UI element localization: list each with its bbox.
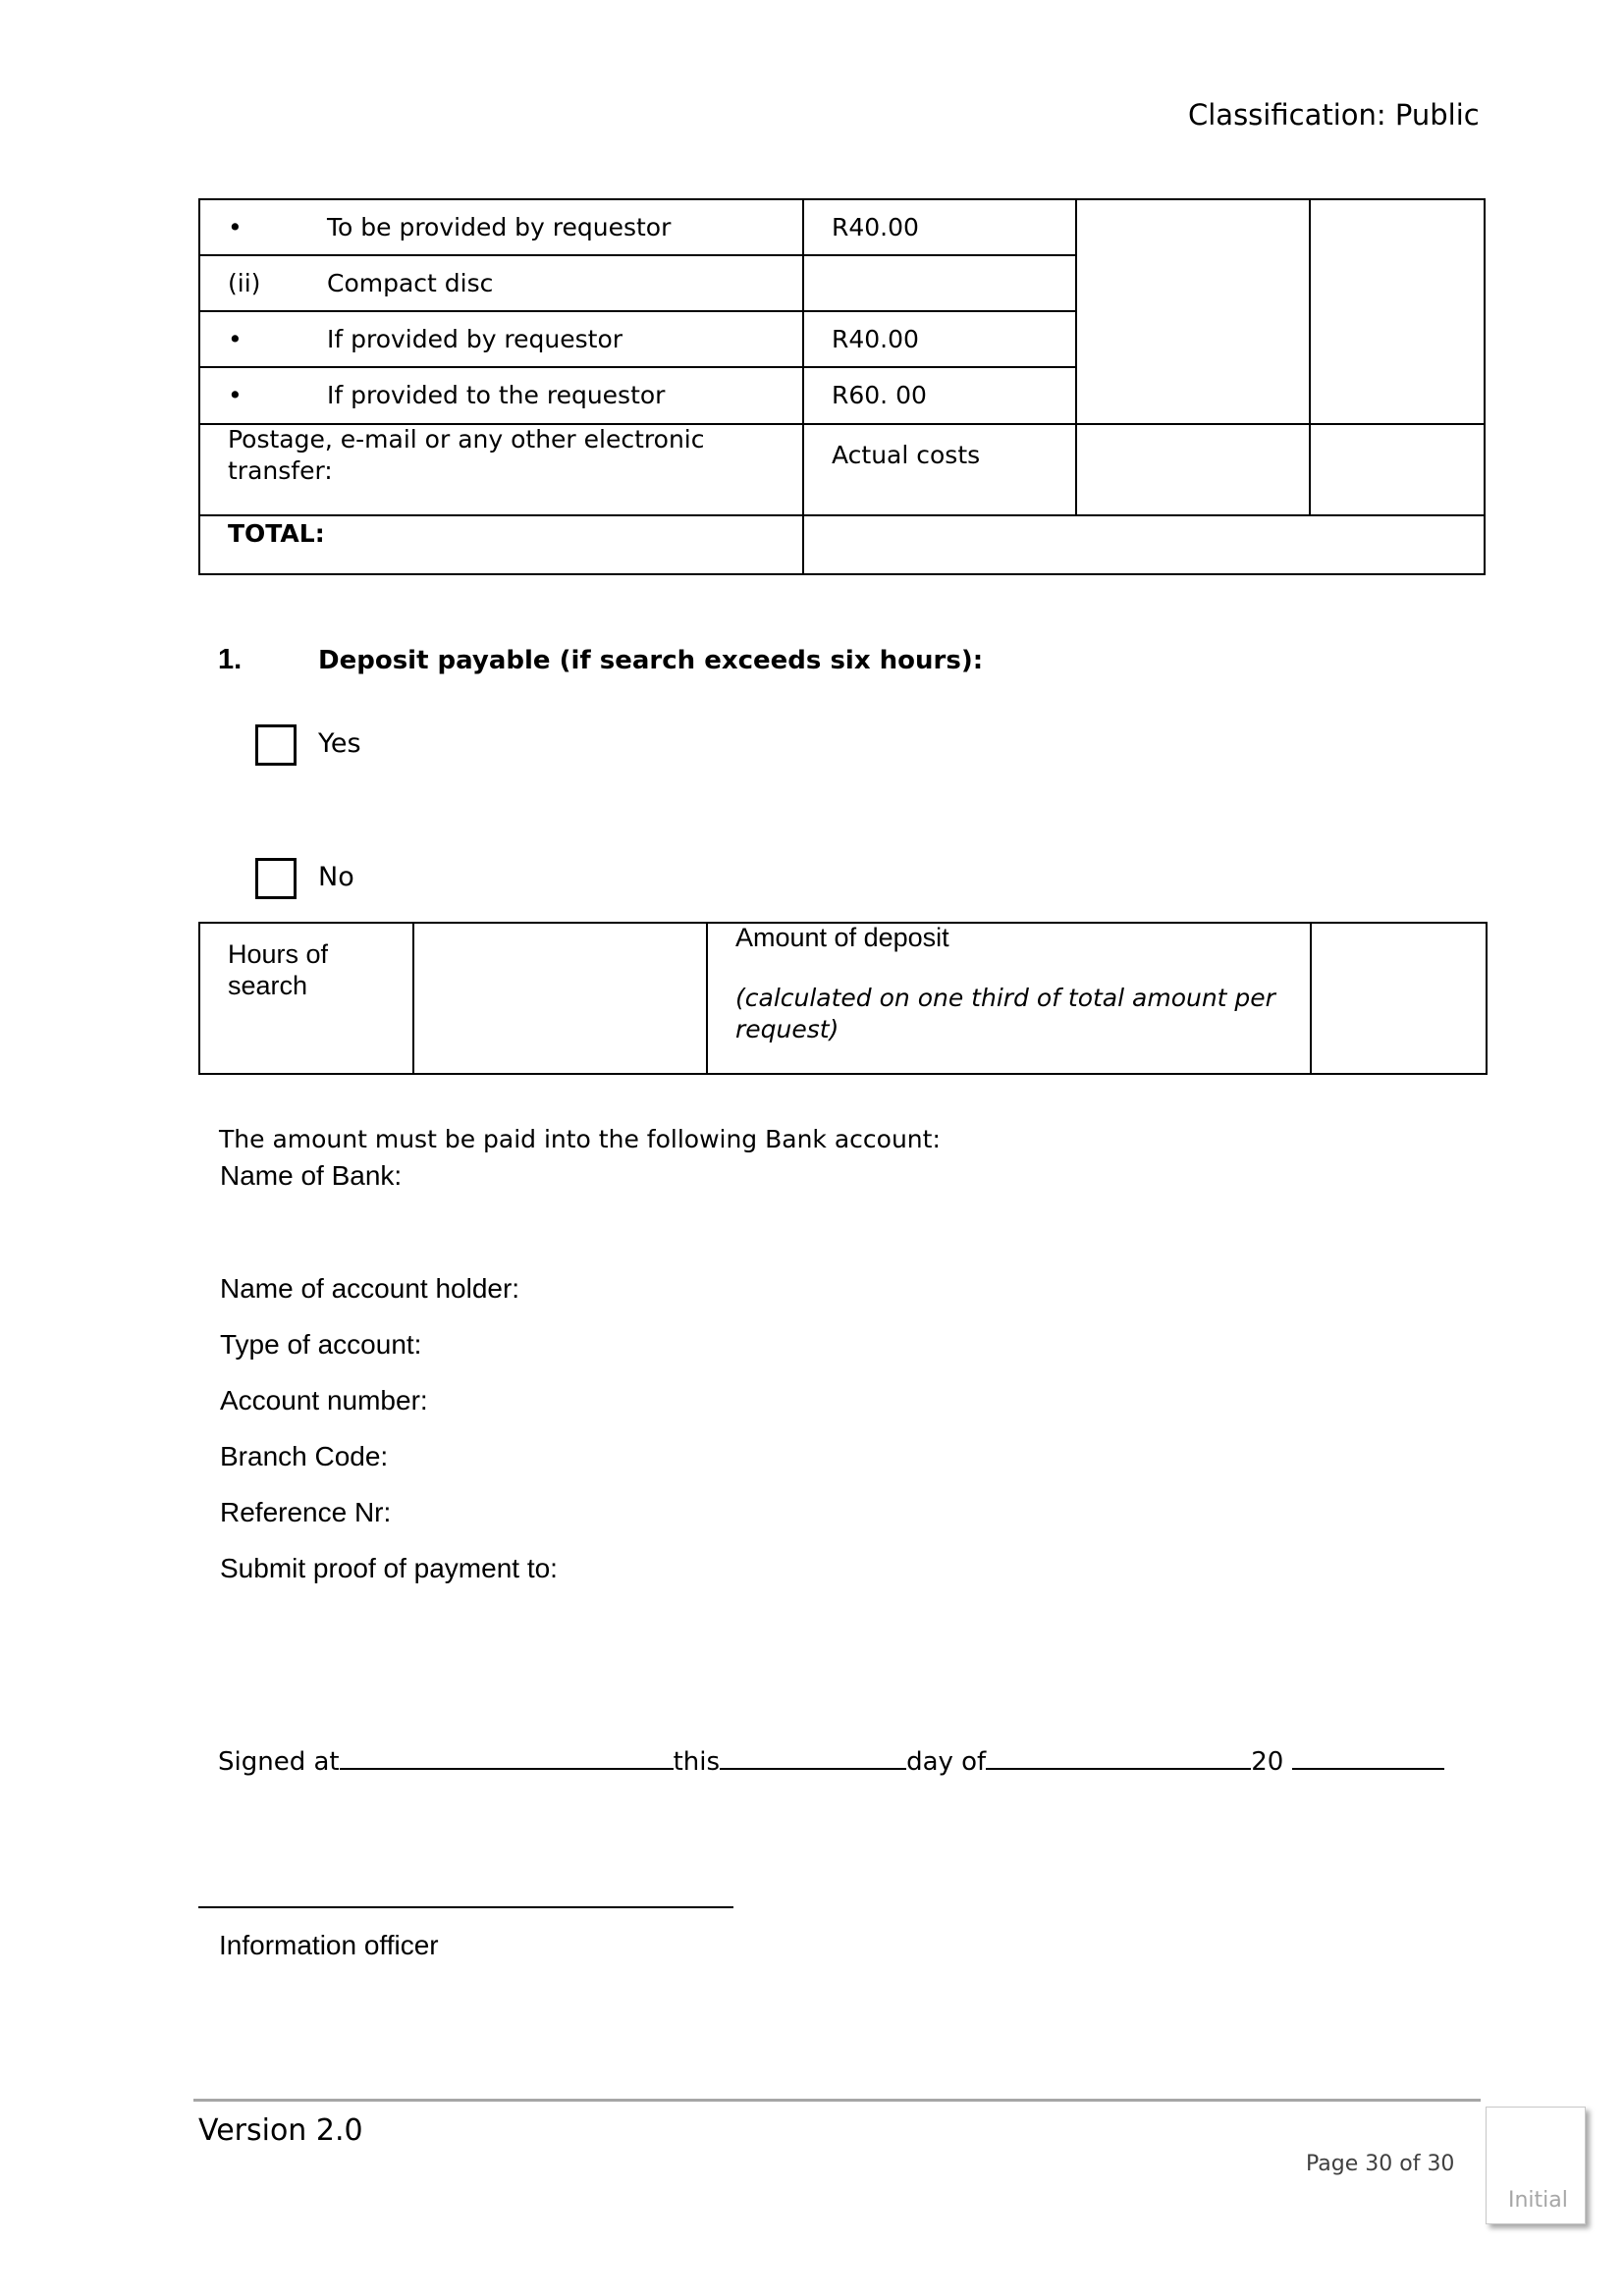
month-field[interactable] bbox=[986, 1744, 1251, 1770]
signed-at-field[interactable] bbox=[340, 1744, 674, 1770]
total-label: TOTAL: bbox=[228, 519, 325, 548]
account-number-label: Account number: bbox=[220, 1385, 428, 1415]
fee-row-marker: (ii) bbox=[228, 269, 261, 297]
yes-checkbox[interactable] bbox=[255, 724, 297, 766]
information-officer-label: Information officer bbox=[219, 1930, 439, 1960]
this-label: this bbox=[673, 1747, 721, 1777]
fee-row-label: If provided to the requestor bbox=[327, 381, 666, 409]
initial-box[interactable] bbox=[1486, 2107, 1586, 2224]
fee-row-label: To be provided by requestor bbox=[327, 213, 672, 241]
signed-at-label: Signed at bbox=[218, 1747, 340, 1777]
amount-of-deposit-label: Amount of deposit bbox=[735, 923, 949, 952]
section-number: 1. bbox=[218, 644, 243, 675]
no-label: No bbox=[318, 862, 354, 892]
fee-row-amount: R40.00 bbox=[832, 213, 919, 241]
proof-of-payment-label: Submit proof of payment to: bbox=[220, 1553, 558, 1583]
fee-row-amount: R40.00 bbox=[832, 325, 919, 353]
hours-of-search-label: Hours of search bbox=[228, 939, 329, 1000]
deposit-table bbox=[198, 922, 1488, 1075]
year-prefix-label: 20 bbox=[1251, 1747, 1284, 1777]
fee-row-amount: R60. 00 bbox=[832, 381, 927, 409]
bank-intro: The amount must be paid into the following Bank account: bbox=[219, 1125, 941, 1153]
postage-label: Postage, e-mail or any other electronic transfer: bbox=[228, 425, 705, 485]
account-type-label: Type of account: bbox=[220, 1329, 422, 1360]
deposit-title: Deposit payable (if search exceeds six hours): bbox=[318, 646, 984, 675]
account-holder-label: Name of account holder: bbox=[220, 1273, 520, 1304]
hours-of-search-value[interactable] bbox=[441, 934, 451, 943]
day-of-label: day of bbox=[906, 1747, 987, 1777]
fee-row-marker: • bbox=[228, 325, 243, 353]
year-field[interactable] bbox=[1292, 1744, 1444, 1770]
day-field[interactable] bbox=[720, 1744, 906, 1770]
initial-label: Initial bbox=[1508, 2188, 1568, 2213]
yes-label: Yes bbox=[318, 728, 361, 759]
fee-row-label: If provided by requestor bbox=[327, 325, 623, 353]
version-label: Version 2.0 bbox=[198, 2113, 363, 2148]
bank-name-label: Name of Bank: bbox=[220, 1160, 403, 1191]
fee-row-marker: • bbox=[228, 381, 243, 409]
fee-row-marker: • bbox=[228, 213, 243, 241]
footer-divider bbox=[193, 2099, 1481, 2102]
classification-label: Classification: Public bbox=[1188, 98, 1480, 132]
postage-amount: Actual costs bbox=[832, 441, 981, 469]
signed-line bbox=[218, 1744, 1444, 1777]
fee-row-label: Compact disc bbox=[327, 269, 494, 297]
reference-nr-label: Reference Nr: bbox=[220, 1497, 392, 1527]
signature-line bbox=[198, 1906, 733, 1908]
fees-table bbox=[198, 198, 1486, 575]
no-checkbox[interactable] bbox=[255, 858, 297, 899]
branch-code-label: Branch Code: bbox=[220, 1441, 389, 1471]
amount-of-deposit-note: (calculated on one third of total amount per request) bbox=[735, 984, 1275, 1043]
page-number: Page 30 of 30 bbox=[1306, 2152, 1455, 2176]
